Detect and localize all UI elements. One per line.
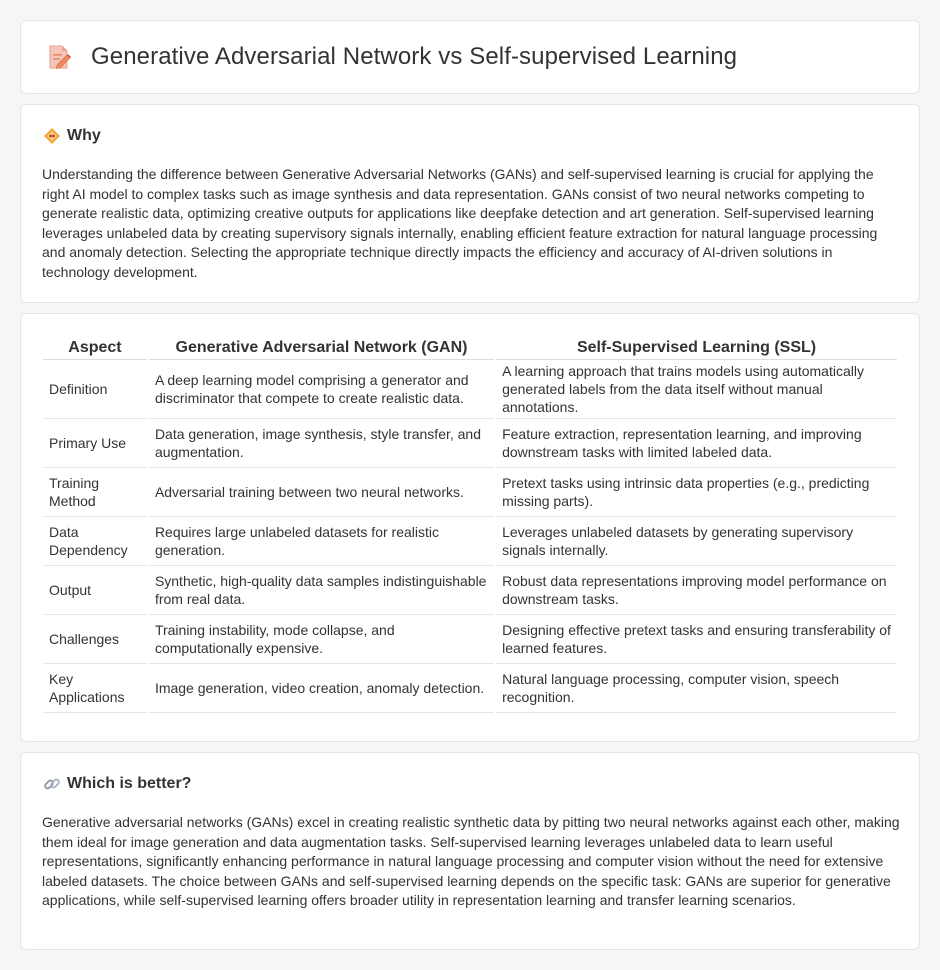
table-header-row [43, 336, 897, 360]
ssl-cell: Natural language processing, computer vision, speech recognition. [496, 664, 897, 713]
aspect-cell: Primary Use [43, 419, 147, 468]
table-row [43, 664, 897, 713]
why-body: Understanding the difference between Generative Adversarial Networks (GANs) and self-supervised learning is crucial for applying the right AI model to complex tasks such as image synthesis and data representation. GANs consist of two neural networks competing to generate realistic data, optimizing creative outputs for applications like deepfake detection and art generation. Self-supervised learning leverages unlabeled data by creating supervisory signals internally, enabling efficient feature extraction for natural language processing and anomaly detection. Selecting the appropriate technique directly impacts the efficiency and accuracy of AI-driven solutions in technology development. [42, 166, 878, 280]
diamond-icon [43, 127, 61, 145]
table-row [43, 468, 897, 517]
gan-cell: Training instability, mode collapse, and computationally expensive. [149, 615, 494, 664]
better-body: Generative adversarial networks (GANs) excel in creating realistic synthetic data by pitting two neural networks against each other, making them ideal for image generation and data augmentation tasks. Self-supervised learning leverages unlabeled data to learn useful representations, significantly enhancing performance in natural language processing and computer vision without the need for extensive labeled datasets. The choice between GANs and self-supervised learning depends on the specific task: GANs are superior for generative applications, while self-supervised learning offers broader utility in representation learning and transfer learning scenarios. [42, 814, 900, 909]
table-row [43, 419, 897, 468]
table-row [43, 360, 897, 419]
why-card [20, 104, 920, 303]
comparison-table [41, 336, 899, 713]
aspect-cell: Data Dependency [43, 517, 147, 566]
ssl-cell: Feature extraction, representation learning, and improving downstream tasks with limited labeled data. [496, 419, 897, 468]
better-heading [43, 775, 191, 793]
header-ssl: Self-Supervised Learning (SSL) [496, 336, 897, 360]
ssl-cell: Pretext tasks using intrinsic data properties (e.g., predicting missing parts). [496, 468, 897, 517]
gan-cell: Image generation, video creation, anomaly detection. [149, 664, 494, 713]
page-title: Generative Adversarial Network vs Self-supervised Learning [91, 43, 738, 70]
aspect-cell: Output [43, 566, 147, 615]
table-row [43, 615, 897, 664]
document-edit-icon [47, 43, 71, 71]
gan-cell: Adversarial training between two neural networks. [149, 468, 494, 517]
better-title: Which is better? [67, 775, 192, 792]
ssl-cell: Robust data representations improving model performance on downstream tasks. [496, 566, 897, 615]
header-aspect: Aspect [43, 336, 147, 360]
gan-cell: Synthetic, high-quality data samples indistinguishable from real data. [149, 566, 494, 615]
aspect-cell: Training Method [43, 468, 147, 517]
table-row [43, 566, 897, 615]
link-icon [43, 775, 61, 793]
gan-cell: Requires large unlabeled datasets for realistic generation. [149, 517, 494, 566]
why-title: Why [67, 127, 101, 144]
comparison-table-card [20, 313, 920, 742]
table-row [43, 517, 897, 566]
header-card [20, 20, 920, 94]
header-gan: Generative Adversarial Network (GAN) [149, 336, 494, 360]
ssl-cell: Leverages unlabeled datasets by generating supervisory signals internally. [496, 517, 897, 566]
aspect-cell: Challenges [43, 615, 147, 664]
gan-cell: A deep learning model comprising a generator and discriminator that compete to create realistic data. [149, 360, 494, 419]
why-heading [43, 127, 101, 145]
title-row [47, 43, 737, 71]
ssl-cell: Designing effective pretext tasks and ensuring transferability of learned features. [496, 615, 897, 664]
ssl-cell: A learning approach that trains models using automatically generated labels from the data itself without manual annotations. [496, 360, 897, 419]
aspect-cell: Key Applications [43, 664, 147, 713]
which-is-better-card [20, 752, 920, 950]
gan-cell: Data generation, image synthesis, style transfer, and augmentation. [149, 419, 494, 468]
aspect-cell: Definition [43, 360, 147, 419]
